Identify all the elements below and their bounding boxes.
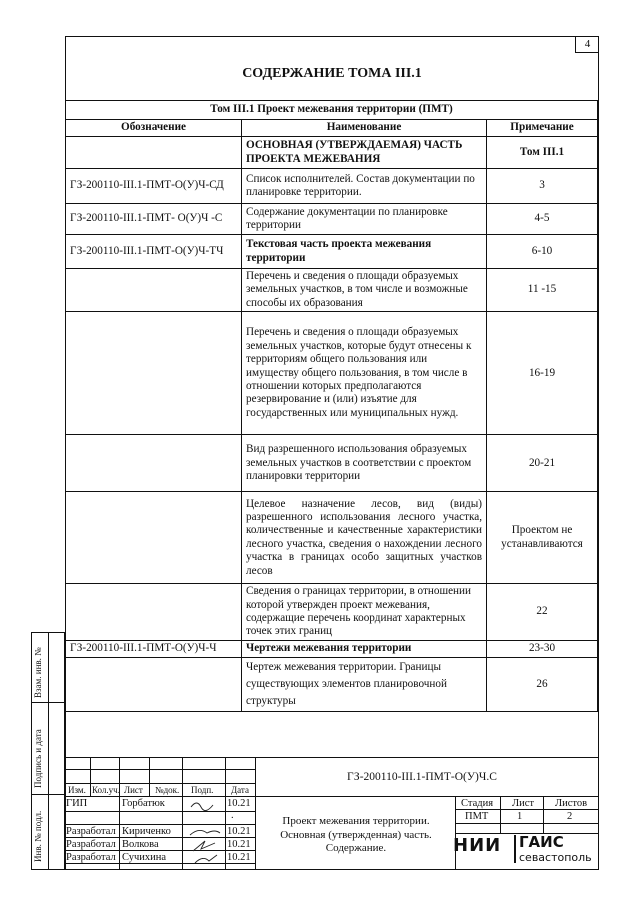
sign-name: Кириченко bbox=[122, 826, 171, 837]
row-code bbox=[66, 584, 242, 641]
table-row bbox=[66, 204, 598, 235]
stamp-col-count: Кол.уч. bbox=[92, 785, 120, 795]
row-note: 26 bbox=[487, 657, 598, 711]
stamp-col-sign: Подп. bbox=[191, 785, 214, 795]
table-row bbox=[66, 492, 598, 584]
column-header-code: Обозначение bbox=[66, 120, 242, 137]
row-note: Том III.1 bbox=[487, 137, 598, 169]
signature-scribbles bbox=[187, 797, 223, 867]
table-row bbox=[66, 137, 598, 169]
table-row bbox=[66, 312, 598, 435]
table-row bbox=[66, 640, 598, 657]
row-code bbox=[66, 657, 242, 711]
stamp-col-sheet: Лист bbox=[124, 785, 143, 795]
row-code bbox=[66, 435, 242, 492]
row-note: 23-30 bbox=[487, 640, 598, 657]
strip-inv-orig: Инв. № подл. bbox=[33, 810, 43, 862]
sign-date: 10.21 bbox=[227, 839, 251, 850]
stamp-col-change: Изм. bbox=[68, 785, 86, 795]
sign-role: ГИП bbox=[66, 798, 88, 809]
sign-date: 10.21 bbox=[227, 852, 251, 863]
contents-table bbox=[65, 100, 598, 712]
row-note: 6-10 bbox=[487, 235, 598, 269]
volume-header: Том III.1 Проект межевания территории (ПМТ) bbox=[66, 101, 598, 120]
document-title: СОДЕРЖАНИЕ ТОМА III.1 bbox=[242, 66, 422, 81]
stamp-stage: ПМТ bbox=[465, 811, 489, 822]
stamp-doc-name: Проект межевания территории. Основная (утвержденная) часть. Содержание. bbox=[280, 815, 432, 854]
strip-replace-inv: Взам. инв. № bbox=[33, 647, 43, 698]
sign-name: Сучихина bbox=[122, 852, 167, 863]
sign-date: 10.21 bbox=[227, 798, 251, 809]
table-row bbox=[66, 235, 598, 269]
page-number: 4 bbox=[575, 36, 599, 53]
stamp-sheets-label: Листов bbox=[555, 798, 588, 809]
row-note: 11 -15 bbox=[487, 269, 598, 312]
row-name: Перечень и сведения о площади образуемых земельных участков, которые будут отнесены к территориям общего пользования или имуществу общего пользования, в том числе в отношении которых предполагаются резервирование и (или) изъятие для государственных или муниципальных нужд. bbox=[242, 312, 487, 435]
sign-date: . bbox=[231, 810, 234, 821]
sign-role: Разработал bbox=[66, 839, 116, 850]
row-note: 16-19 bbox=[487, 312, 598, 435]
column-header-name: Наименование bbox=[242, 120, 487, 137]
row-note: 22 bbox=[487, 584, 598, 641]
row-name: Перечень и сведения о площади образуемых земельных участков, в том числе и возможные способы их образования bbox=[242, 269, 487, 312]
row-name: Содержание документации по планировке территории bbox=[242, 204, 487, 235]
volume-header-row bbox=[66, 101, 598, 120]
row-code bbox=[66, 492, 242, 584]
table-row bbox=[66, 169, 598, 204]
row-note: 20-21 bbox=[487, 435, 598, 492]
logo-city: севастополь bbox=[519, 851, 592, 864]
row-name: ОСНОВНАЯ (УТВЕРЖДАЕМАЯ) ЧАСТЬ ПРОЕКТА МЕЖЕВАНИЯ bbox=[242, 137, 487, 169]
row-name: Текстовая часть проекта межевания территории bbox=[242, 235, 487, 269]
row-name: Чертеж межевания территории. Границы существующих элементов планировочной структуры bbox=[242, 657, 487, 711]
stamp-col-date: Дата bbox=[231, 785, 249, 795]
sign-name: Горбатюк bbox=[122, 798, 165, 809]
row-code: ГЗ-200110-III.1-ПМТ- О(У)Ч -С bbox=[66, 204, 242, 235]
sign-role: Разработал bbox=[66, 826, 116, 837]
stamp-sheet-label: Лист bbox=[512, 798, 534, 809]
logo-nii: НИИ bbox=[453, 835, 502, 856]
sign-name: Волкова bbox=[122, 839, 159, 850]
row-note: 3 bbox=[487, 169, 598, 204]
table-row bbox=[66, 657, 598, 711]
row-code bbox=[66, 312, 242, 435]
stamp-col-docnum: №док. bbox=[155, 785, 180, 795]
row-code bbox=[66, 269, 242, 312]
row-name: Сведения о границах территории, в отношении которой утвержден проект межевания, содержащие перечень координат характерных точек этих границ bbox=[242, 584, 487, 641]
row-name: Вид разрешенного использования образуемых земельных участков в соответствии с проектом планировки территории bbox=[242, 435, 487, 492]
row-note: 4-5 bbox=[487, 204, 598, 235]
column-header-note: Примечание bbox=[487, 120, 598, 137]
row-name: Список исполнителей. Состав документации по планировке территории. bbox=[242, 169, 487, 204]
table-row bbox=[66, 584, 598, 641]
row-code bbox=[66, 137, 242, 169]
row-note: Проектом не устанавливаются bbox=[487, 492, 598, 584]
strip-sign-date: Подпись и дата bbox=[33, 729, 43, 788]
stamp-sheets: 2 bbox=[567, 811, 573, 822]
column-header-row bbox=[66, 120, 598, 137]
table-row bbox=[66, 269, 598, 312]
stamp-doc-code: ГЗ-200110-III.1-ПМТ-О(У)Ч.С bbox=[347, 771, 497, 783]
sign-date: 10.21 bbox=[227, 826, 251, 837]
table-row bbox=[66, 435, 598, 492]
logo-gais: ГАИС bbox=[519, 833, 564, 851]
sign-role: Разработал bbox=[66, 852, 116, 863]
row-code: ГЗ-200110-III.1-ПМТ-О(У)Ч-Ч bbox=[66, 640, 242, 657]
logo-divider bbox=[514, 835, 516, 863]
stamp-stage-label: Стадия bbox=[461, 798, 494, 809]
row-name: Целевое назначение лесов, вид (виды) разрешенного использования лесного участка, количественные и качественные характеристики лесного участка, сведения о нахождении лесного участка в границах особо защитных участков лесов bbox=[242, 492, 487, 584]
row-code: ГЗ-200110-III.1-ПМТ-О(У)Ч-СД bbox=[66, 169, 242, 204]
row-name: Чертежи межевания территории bbox=[242, 640, 487, 657]
stamp-sheet: 1 bbox=[517, 811, 523, 822]
row-code: ГЗ-200110-III.1-ПМТ-О(У)Ч-ТЧ bbox=[66, 235, 242, 269]
